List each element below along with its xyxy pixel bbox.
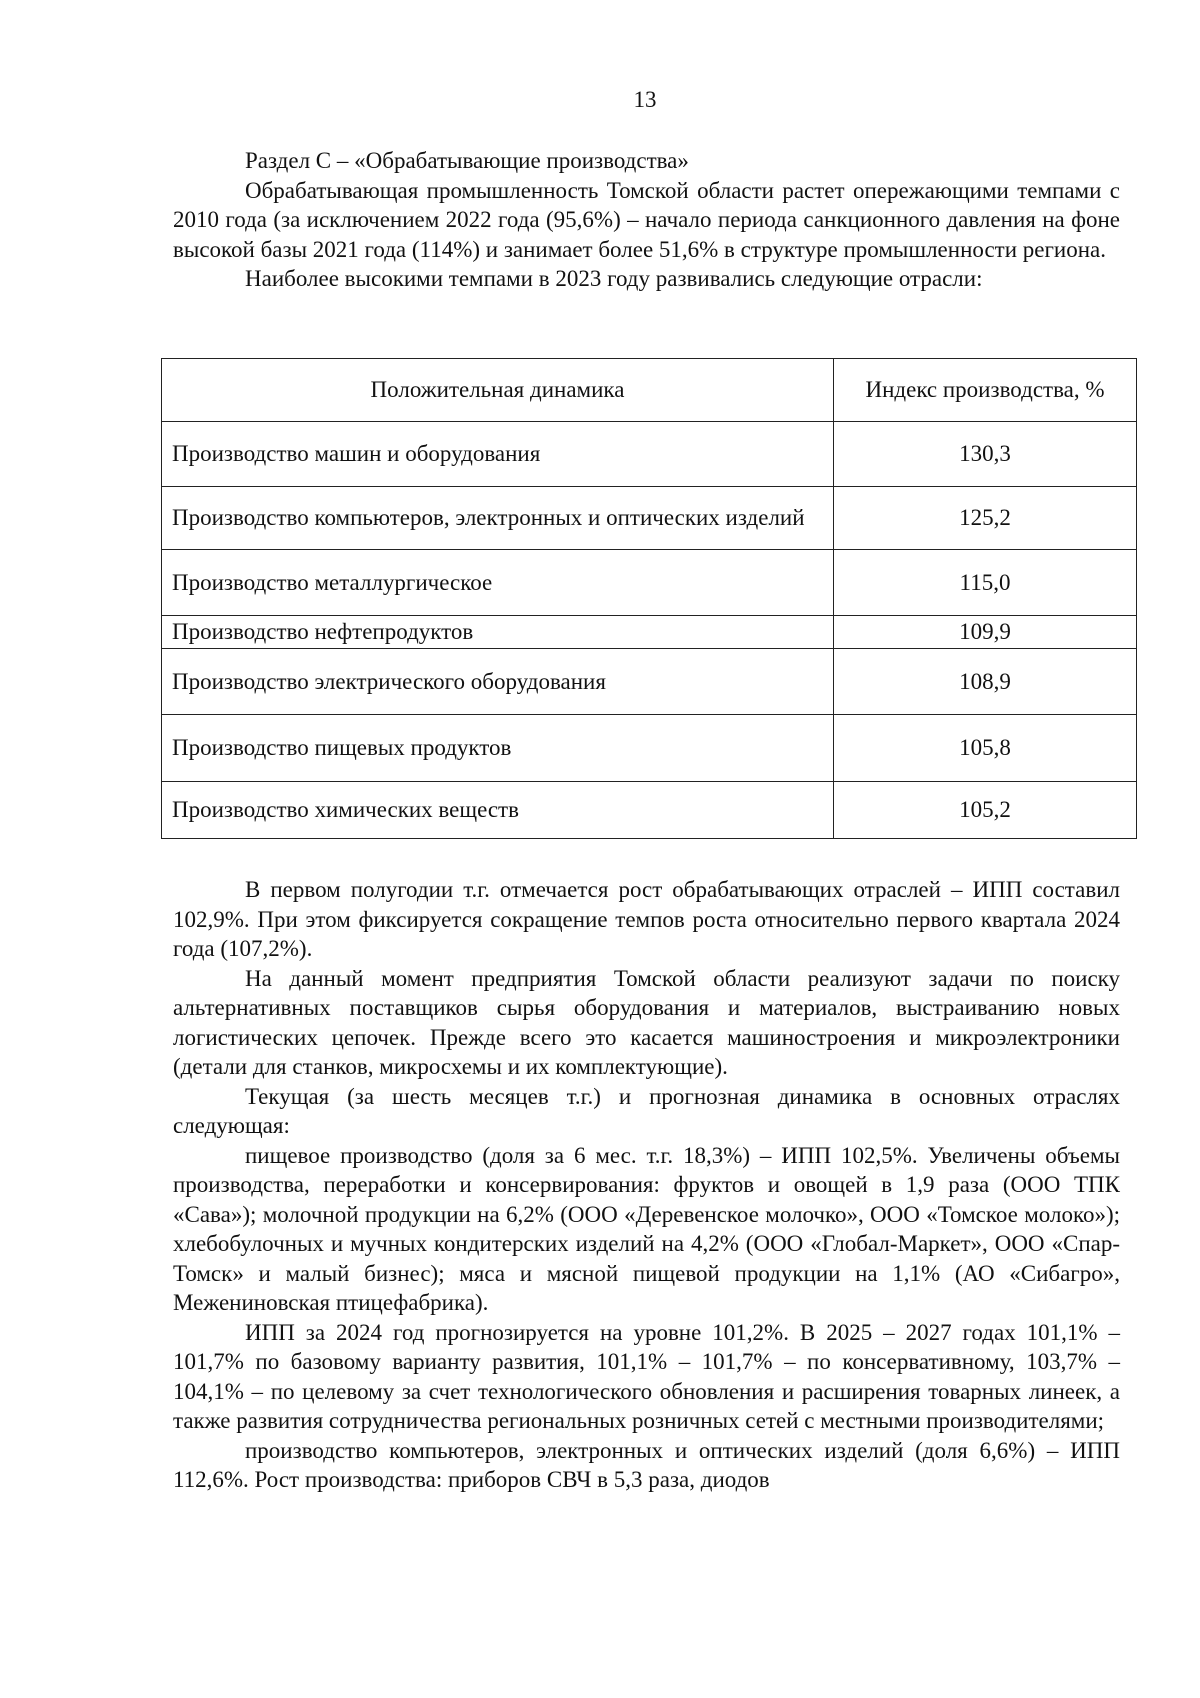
industry-name: Производство химических веществ xyxy=(162,782,834,839)
index-value: 130,3 xyxy=(834,422,1137,487)
industry-name: Производство металлургическое xyxy=(162,550,834,616)
dynamics-lead-paragraph: Текущая (за шесть месяцев т.г.) и прогнозная динамика в основных отраслях следующая: xyxy=(173,1083,1120,1138)
index-value: 109,9 xyxy=(834,616,1137,649)
industry-name: Производство электрического оборудования xyxy=(162,649,834,715)
industry-name: Производство нефтепродуктов xyxy=(162,616,834,649)
industry-name: Производство компьютеров, электронных и оптических изделий xyxy=(162,487,834,550)
body-section xyxy=(173,875,1120,1495)
electronics-paragraph: производство компьютеров, электронных и оптических изделий (доля 6,6%) – ИПП 112,6%. Рост производства: приборов СВЧ в 5,3 раза, диодов xyxy=(173,1437,1120,1492)
industry-name: Производство машин и оборудования xyxy=(162,422,834,487)
table-lead-paragraph: Наиболее высокими темпами в 2023 году развивались следующие отрасли: xyxy=(245,266,983,291)
food-industry-paragraph: пищевое производство (доля за 6 мес. т.г. 18,3%) – ИПП 102,5%. Увеличены объемы производства, переработки и консервирования: фруктов и овощей в 1,9 раза (ООО ТПК «Сава»); молочной продукции на 6,2% (ООО «Деревенское молочко», ООО «Томское молоко»); хлебобулочных и мучных кондитерских изделий на 4,2% (ООО «Глобал-Маркет», ООО «Спар-Томск» и малый бизнес); мяса и мясной пищевой продукции на 1,1% (АО «Сибагро», Межениновская птицефабрика). xyxy=(173,1142,1120,1315)
table-row xyxy=(162,487,1137,550)
index-value: 108,9 xyxy=(834,649,1137,715)
index-value: 115,0 xyxy=(834,550,1137,616)
suppliers-paragraph: На данный момент предприятия Томской области реализуют задачи по поиску альтернативных поставщиков сырья оборудования и материалов, выстраиванию новых логистических цепочек. Прежде всего это касается машиностроения и микроэлектроники (детали для станков, микросхемы и их комплектующие). xyxy=(173,965,1120,1079)
industry-name: Производство пищевых продуктов xyxy=(162,715,834,782)
index-value: 105,2 xyxy=(834,782,1137,839)
forecast-paragraph: ИПП за 2024 год прогнозируется на уровне 101,2%. В 2025 – 2027 годах 101,1% – 101,7% по базовому варианту развития, 101,1% – 101,7% – по консервативному, 103,7% – 104,1% – по целевому за счет технологического обновления и расширения товарных линеек, а также развития сотрудничества региональных розничных сетей с местными производителями; xyxy=(173,1319,1120,1433)
table-row xyxy=(162,649,1137,715)
table-row xyxy=(162,422,1137,487)
table-row xyxy=(162,616,1137,649)
table-row xyxy=(162,550,1137,616)
table-row xyxy=(162,782,1137,839)
header-positive-dynamics: Положительная динамика xyxy=(162,359,834,422)
half-year-paragraph: В первом полугодии т.г. отмечается рост обрабатывающих отраслей – ИПП составил 102,9%. При этом фиксируется сокращение темпов роста относительно первого квартала 2024 года (107,2%). xyxy=(173,877,1120,961)
index-value: 105,8 xyxy=(834,715,1137,782)
table-header-row xyxy=(162,359,1137,422)
index-value: 125,2 xyxy=(834,487,1137,550)
table-row xyxy=(162,715,1137,782)
production-index-table xyxy=(161,358,1137,839)
intro-section xyxy=(173,146,1120,294)
page-number: 13 xyxy=(633,87,657,112)
intro-paragraph: Обрабатывающая промышленность Томской области растет опережающими темпами с 2010 года (за исключением 2022 года (95,6%) – начало периода санкционного давления на фоне высокой базы 2021 года (114%) и занимает более 51,6% в структуре промышленности региона. xyxy=(173,177,1120,262)
section-heading: Раздел С – «Обрабатывающие производства» xyxy=(245,148,689,173)
header-production-index: Индекс производства, % xyxy=(834,359,1137,422)
